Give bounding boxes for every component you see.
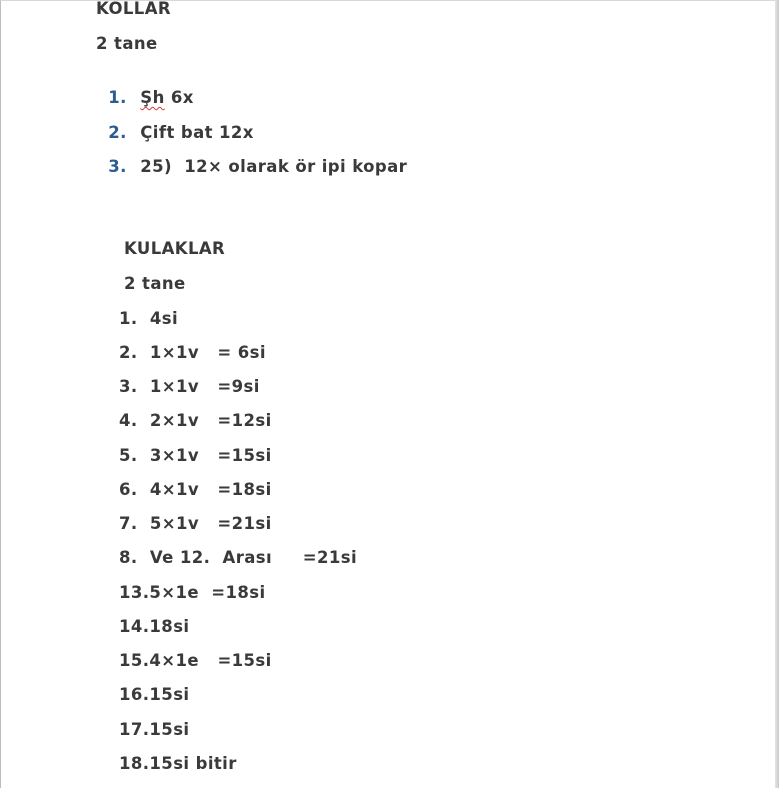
kulaklar-count: 2 tane bbox=[124, 274, 186, 293]
step-text: 6x bbox=[164, 88, 194, 107]
kulaklar-step: 6. 4×1v =18si bbox=[119, 480, 272, 499]
misspelled-word[interactable]: Şh bbox=[140, 88, 165, 107]
kulaklar-step: 8. Ve 12. Arası =21si bbox=[119, 548, 358, 567]
kulaklar-step: 3. 1×1v =9si bbox=[119, 377, 260, 396]
kulaklar-step: 13.5×1e =18si bbox=[119, 583, 266, 602]
list-number: 3. bbox=[108, 157, 127, 176]
list-number: 1. bbox=[108, 88, 127, 107]
kulaklar-step: 7. 5×1v =21si bbox=[119, 514, 272, 533]
kollar-step-3 bbox=[96, 137, 407, 177]
kulaklar-step: 1. 4si bbox=[119, 309, 178, 328]
kulaklar-step: 2. 1×1v = 6si bbox=[119, 343, 266, 362]
kulaklar-step: 16.15si bbox=[119, 685, 190, 704]
kollar-heading: KOLLAR bbox=[96, 0, 171, 18]
kulaklar-step: 5. 3×1v =15si bbox=[119, 446, 272, 465]
kulaklar-step: 4. 2×1v =12si bbox=[119, 411, 272, 430]
kulaklar-step: 18.15si bitir bbox=[119, 754, 237, 773]
kulaklar-step: 15.4×1e =15si bbox=[119, 651, 272, 670]
list-number: 2. bbox=[108, 123, 127, 142]
kulaklar-step: 17.15si bbox=[119, 720, 190, 739]
kulaklar-step: 14.18si bbox=[119, 617, 190, 636]
kollar-count: 2 tane bbox=[96, 34, 158, 53]
page-edge-shadow bbox=[775, 0, 779, 788]
step-text: Çift bat 12x bbox=[140, 123, 254, 142]
kulaklar-heading: KULAKLAR bbox=[124, 239, 226, 258]
kollar-step-1 bbox=[96, 68, 194, 108]
step-text: 25) 12× olarak ör ipi kopar bbox=[140, 157, 408, 176]
